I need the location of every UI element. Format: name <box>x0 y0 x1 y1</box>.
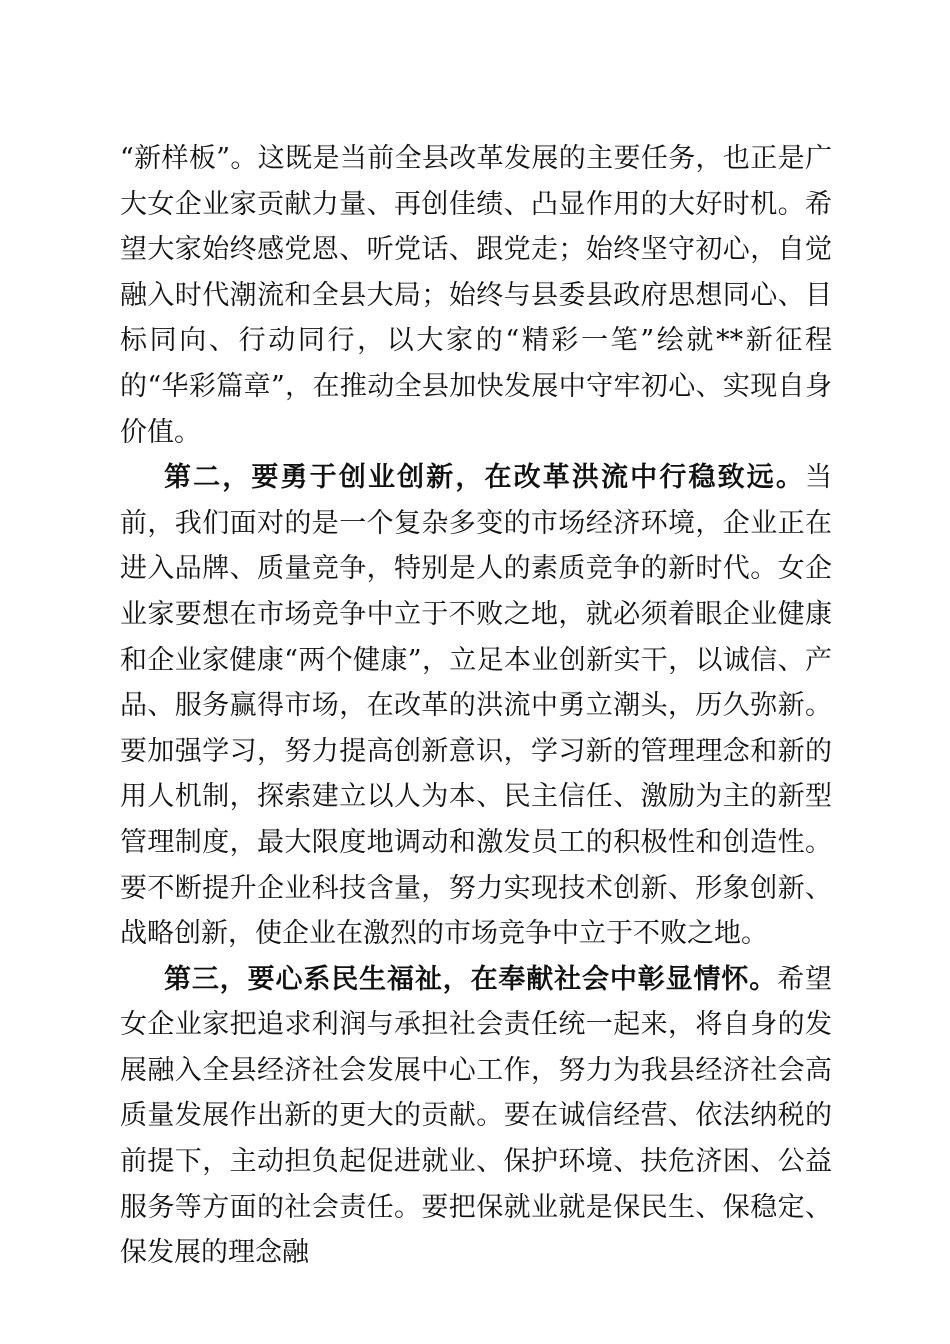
paragraph-second-point <box>120 455 832 957</box>
paragraph-3-lead: 第三，要心系民生福祉，在奉献社会中彰显情怀。 <box>164 963 778 995</box>
paragraph-2-body: 当前，我们面对的是一个复杂多变的市场经济环境，企业正在进入品牌、质量竞争，特别是人的素质竞争的新时代。女企业家要想在市场竞争中立于不败之地，就必须着眼企业健康和企业家健康“两个健康”，立足本业创新实干，以诚信、产品、服务赢得市场，在改革的洪流中勇立潮头，历久弥新。要加强学习，努力提高创新意识，学习新的管理理念和新的用人机制，探索建立以人为本、民主信任、激励为主的新型管理制度，最大限度地调动和激发员工的积极性和创造性。要不断提升企业科技含量，努力实现技术创新、形象创新、战略创新，使企业在激烈的市场竞争中立于不败之地。 <box>120 462 832 950</box>
paragraph-2-lead: 第二，要勇于创业创新，在改革洪流中行稳致远。 <box>164 462 805 494</box>
paragraph-3-body: 希望女企业家把追求利润与承担社会责任统一起来，将自身的发展融入全县经济社会发展中心工作，努力为我县经济社会高质量发展作出新的更大的贡献。要在诚信经营、依法纳税的前提下，主动担负起促进就业、保护环境、扶危济困、公益服务等方面的社会责任。要把保就业就是保民生、保稳定、保发展的理念融 <box>120 963 833 1269</box>
body-text <box>120 136 832 1276</box>
paragraph-continuation <box>120 136 832 455</box>
paragraph-1-body: “新样板”。这既是当前全县改革发展的主要任务，也正是广大女企业家贡献力量、再创佳绩、凸显作用的大好时机。希望大家始终感党恩、听党话、跟党走；始终坚守初心，自觉融入时代潮流和全县大局；始终与县委县政府思想同心、目标同向、行动同行，以大家的“精彩一笔”绘就**新征程的“华彩篇章”，在推动全县加快发展中守牢初心、实现自身价值。 <box>120 143 832 448</box>
paragraph-third-point <box>120 957 832 1276</box>
